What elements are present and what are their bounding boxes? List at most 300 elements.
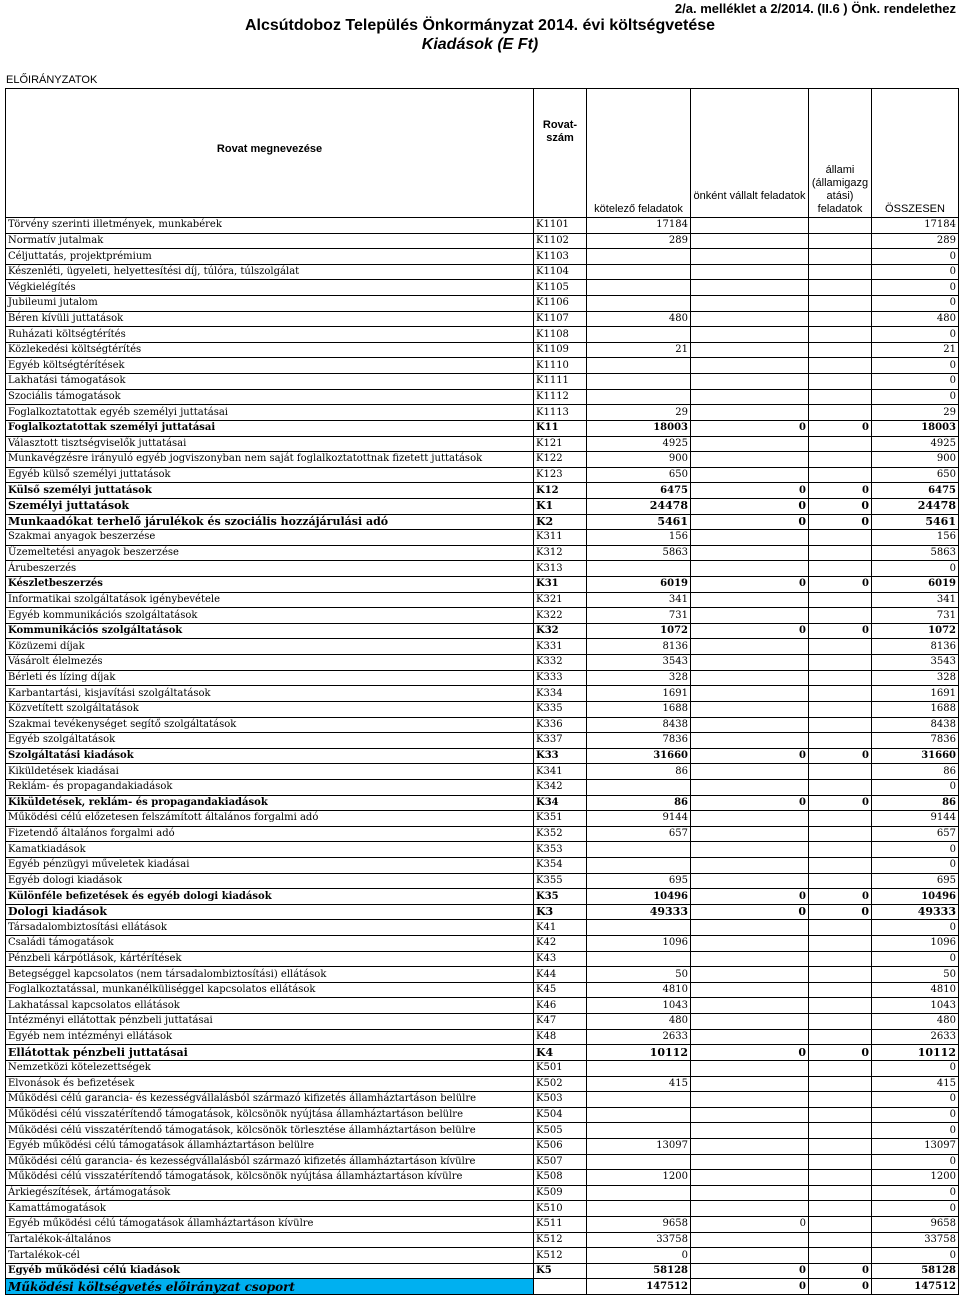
cell-code: K505	[534, 1123, 587, 1139]
cell-voluntary	[691, 452, 809, 468]
column-header-name: Rovat megnevezése	[6, 89, 534, 218]
table-row	[6, 358, 959, 374]
cell-code: K122	[534, 452, 587, 468]
cell-name: Céljuttatás, projektprémium	[6, 249, 534, 265]
cell-name: Készenléti, ügyeleti, helyettesítési díj, túlóra, túlszolgálat	[6, 264, 534, 280]
cell-state	[809, 311, 872, 327]
cell-total: 10496	[872, 889, 959, 905]
cell-state	[809, 670, 872, 686]
cell-state	[809, 764, 872, 780]
cell-state: 0	[809, 483, 872, 499]
cell-mandatory: 415	[587, 1076, 691, 1092]
cell-voluntary	[691, 1185, 809, 1201]
cell-voluntary	[691, 374, 809, 390]
cell-total: 0	[872, 249, 959, 265]
table-row	[6, 561, 959, 577]
cell-mandatory: 156	[587, 530, 691, 546]
cell-code: K4	[534, 1045, 587, 1061]
cell-name: Működési célú visszatérítendő támogatások, kölcsönök nyújtása államháztartáson belülre	[6, 1107, 534, 1123]
cell-code: K1111	[534, 374, 587, 390]
cell-state	[809, 249, 872, 265]
cell-mandatory: 8438	[587, 717, 691, 733]
table-row	[6, 670, 959, 686]
cell-state	[809, 811, 872, 827]
cell-total: 13097	[872, 1138, 959, 1154]
table-row	[6, 1263, 959, 1279]
table-row	[6, 857, 959, 873]
table-row	[6, 436, 959, 452]
cell-name: Egyéb működési célú kiadások	[6, 1263, 534, 1279]
cell-mandatory: 1072	[587, 623, 691, 639]
cell-state	[809, 1201, 872, 1217]
table-row	[6, 1014, 959, 1030]
table-header-row	[6, 89, 959, 218]
table-row	[6, 1170, 959, 1186]
cell-total: 0	[872, 1201, 959, 1217]
cell-total: 5863	[872, 545, 959, 561]
table-row	[6, 296, 959, 312]
cell-voluntary	[691, 264, 809, 280]
cell-code: K11	[534, 420, 587, 436]
cell-voluntary	[691, 639, 809, 655]
cell-mandatory: 900	[587, 452, 691, 468]
cell-state	[809, 1138, 872, 1154]
cell-total: 58128	[872, 1263, 959, 1279]
cell-mandatory: 2633	[587, 1029, 691, 1045]
cell-voluntary	[691, 873, 809, 889]
cell-name: Társadalombiztosítási ellátások	[6, 920, 534, 936]
cell-voluntary	[691, 389, 809, 405]
cell-voluntary	[691, 467, 809, 483]
cell-voluntary	[691, 811, 809, 827]
cell-mandatory	[587, 1107, 691, 1123]
cell-mandatory: 86	[587, 795, 691, 811]
cell-voluntary: 0	[691, 623, 809, 639]
cell-voluntary	[691, 1170, 809, 1186]
cell-total: 0	[872, 779, 959, 795]
cell-total: 0	[872, 561, 959, 577]
cell-state	[809, 608, 872, 624]
cell-voluntary	[691, 296, 809, 312]
cell-code: K507	[534, 1154, 587, 1170]
cell-code: K355	[534, 873, 587, 889]
cell-code: K352	[534, 826, 587, 842]
cell-voluntary: 0	[691, 498, 809, 514]
cell-voluntary	[691, 967, 809, 983]
cell-state	[809, 920, 872, 936]
table-row	[6, 701, 959, 717]
table-row	[6, 1107, 959, 1123]
cell-name: Egyéb működési célú támogatások államháztartáson kívülre	[6, 1217, 534, 1233]
cell-mandatory: 341	[587, 592, 691, 608]
cell-total: 31660	[872, 748, 959, 764]
cell-code	[534, 1279, 587, 1295]
cell-voluntary: 0	[691, 514, 809, 530]
table-row	[6, 374, 959, 390]
cell-name: Egyéb költségtérítések	[6, 358, 534, 374]
cell-name: Szolgáltatási kiadások	[6, 748, 534, 764]
cell-state	[809, 467, 872, 483]
cell-total: 21	[872, 342, 959, 358]
cell-name: Árubeszerzés	[6, 561, 534, 577]
cell-mandatory: 4925	[587, 436, 691, 452]
cell-state: 0	[809, 748, 872, 764]
cell-voluntary	[691, 1248, 809, 1264]
cell-code: K121	[534, 436, 587, 452]
cell-code: K311	[534, 530, 587, 546]
cell-code: K1109	[534, 342, 587, 358]
cell-mandatory: 21	[587, 342, 691, 358]
cell-code: K341	[534, 764, 587, 780]
cell-voluntary	[691, 764, 809, 780]
cell-name: Közvetített szolgáltatások	[6, 701, 534, 717]
table-row	[6, 1279, 959, 1295]
cell-code: K336	[534, 717, 587, 733]
cell-mandatory	[587, 842, 691, 858]
table-row	[6, 873, 959, 889]
cell-code: K504	[534, 1107, 587, 1123]
cell-name: Lakhatási támogatások	[6, 374, 534, 390]
cell-voluntary	[691, 1138, 809, 1154]
cell-state	[809, 1248, 872, 1264]
cell-code: K332	[534, 655, 587, 671]
cell-name: Tartalékok-cél	[6, 1248, 534, 1264]
cell-name: Egyéb pénzügyi műveletek kiadásai	[6, 857, 534, 873]
cell-voluntary	[691, 936, 809, 952]
cell-code: K334	[534, 686, 587, 702]
cell-total: 0	[872, 1248, 959, 1264]
table-row	[6, 733, 959, 749]
cell-name: Működési célú visszatérítendő támogatások, kölcsönök nyújtása államháztartáson kívülre	[6, 1170, 534, 1186]
cell-mandatory: 657	[587, 826, 691, 842]
cell-name: Jubileumi jutalom	[6, 296, 534, 312]
table-row	[6, 686, 959, 702]
cell-mandatory: 147512	[587, 1279, 691, 1295]
cell-code: K342	[534, 779, 587, 795]
cell-name: Foglalkoztatottak egyéb személyi juttatásai	[6, 405, 534, 421]
cell-state	[809, 358, 872, 374]
cell-mandatory	[587, 1092, 691, 1108]
cell-mandatory: 1043	[587, 998, 691, 1014]
cell-mandatory	[587, 249, 691, 265]
cell-code: K1110	[534, 358, 587, 374]
cell-voluntary	[691, 1029, 809, 1045]
cell-name: Személyi juttatások	[6, 498, 534, 514]
cell-voluntary: 0	[691, 748, 809, 764]
cell-state: 0	[809, 577, 872, 593]
cell-name: Külső személyi juttatások	[6, 483, 534, 499]
cell-total: 0	[872, 1154, 959, 1170]
cell-name: Béren kívüli juttatások	[6, 311, 534, 327]
cell-mandatory	[587, 857, 691, 873]
cell-code: K41	[534, 920, 587, 936]
table-row	[6, 233, 959, 249]
cell-total: 6475	[872, 483, 959, 499]
cell-voluntary	[691, 1060, 809, 1076]
cell-mandatory: 5863	[587, 545, 691, 561]
cell-code: K512	[534, 1232, 587, 1248]
cell-state	[809, 655, 872, 671]
table-row	[6, 795, 959, 811]
cell-total: 17184	[872, 218, 959, 234]
cell-code: K5	[534, 1263, 587, 1279]
cell-state	[809, 639, 872, 655]
cell-state	[809, 1154, 872, 1170]
cell-code: K47	[534, 1014, 587, 1030]
cell-code: K32	[534, 623, 587, 639]
cell-code: K35	[534, 889, 587, 905]
cell-name: Különféle befizetések és egyéb dologi kiadások	[6, 889, 534, 905]
cell-total: 86	[872, 764, 959, 780]
table-row	[6, 764, 959, 780]
cell-name: Működési célú garancia- és kezességvállalásból származó kifizetés államháztartáson kívülre	[6, 1154, 534, 1170]
table-row	[6, 467, 959, 483]
cell-total: 50	[872, 967, 959, 983]
cell-total: 0	[872, 1107, 959, 1123]
cell-mandatory: 58128	[587, 1263, 691, 1279]
cell-state: 0	[809, 420, 872, 436]
cell-state	[809, 342, 872, 358]
cell-mandatory: 4810	[587, 982, 691, 998]
cell-mandatory	[587, 358, 691, 374]
cell-code: K331	[534, 639, 587, 655]
cell-name: Közüzemi díjak	[6, 639, 534, 655]
cell-mandatory: 10496	[587, 889, 691, 905]
cell-name: Vásárolt élelmezés	[6, 655, 534, 671]
cell-total: 4925	[872, 436, 959, 452]
cell-mandatory: 8136	[587, 639, 691, 655]
cell-code: K321	[534, 592, 587, 608]
cell-state	[809, 452, 872, 468]
cell-name: Kamatkiadások	[6, 842, 534, 858]
cell-total: 0	[872, 374, 959, 390]
cell-code: K510	[534, 1201, 587, 1217]
cell-mandatory	[587, 920, 691, 936]
cell-mandatory	[587, 280, 691, 296]
cell-voluntary	[691, 545, 809, 561]
table-row	[6, 779, 959, 795]
cell-voluntary: 0	[691, 1263, 809, 1279]
cell-code: K313	[534, 561, 587, 577]
cell-name: Karbantartási, kisjavítási szolgáltatások	[6, 686, 534, 702]
column-header-state: állami (államigazg atási) feladatok	[809, 89, 872, 218]
table-row	[6, 280, 959, 296]
cell-code: K1102	[534, 233, 587, 249]
cell-code: K1	[534, 498, 587, 514]
cell-mandatory: 31660	[587, 748, 691, 764]
cell-code: K44	[534, 967, 587, 983]
cell-state	[809, 233, 872, 249]
decree-reference: 2/a. melléklet a 2/2014. (II.6 ) Önk. rendelethez	[674, 1, 956, 16]
cell-state	[809, 1217, 872, 1233]
cell-name: Fizetendő általános forgalmi adó	[6, 826, 534, 842]
column-header-total: ÖSSZESEN	[872, 89, 959, 218]
cell-voluntary	[691, 1014, 809, 1030]
page-title: Alcsútdoboz Település Önkormányzat 2014. évi költségvetése	[244, 17, 716, 34]
table-row	[6, 655, 959, 671]
cell-total: 0	[872, 358, 959, 374]
cell-voluntary	[691, 1107, 809, 1123]
cell-mandatory: 480	[587, 311, 691, 327]
table-row	[6, 1201, 959, 1217]
table-row	[6, 405, 959, 421]
cell-name: Bérleti és lízing díjak	[6, 670, 534, 686]
cell-state	[809, 592, 872, 608]
cell-code: K43	[534, 951, 587, 967]
cell-total: 147512	[872, 1279, 959, 1295]
cell-name: Működési célú garancia- és kezességvállalásból származó kifizetés államháztartáson belülre	[6, 1092, 534, 1108]
cell-state	[809, 389, 872, 405]
cell-voluntary	[691, 311, 809, 327]
cell-voluntary	[691, 342, 809, 358]
cell-state: 0	[809, 514, 872, 530]
cell-voluntary	[691, 842, 809, 858]
cell-code: K2	[534, 514, 587, 530]
cell-total: 2633	[872, 1029, 959, 1045]
table-row	[6, 498, 959, 514]
cell-voluntary: 0	[691, 1217, 809, 1233]
cell-code: K354	[534, 857, 587, 873]
cell-total: 328	[872, 670, 959, 686]
cell-mandatory: 24478	[587, 498, 691, 514]
table-row	[6, 249, 959, 265]
cell-state	[809, 717, 872, 733]
cell-voluntary	[691, 561, 809, 577]
cell-name: Szakmai anyagok beszerzése	[6, 530, 534, 546]
table-row	[6, 1092, 959, 1108]
cell-name: Egyéb szolgáltatások	[6, 733, 534, 749]
cell-code: K506	[534, 1138, 587, 1154]
cell-total: 0	[872, 842, 959, 858]
cell-total: 695	[872, 873, 959, 889]
cell-voluntary: 0	[691, 904, 809, 920]
cell-state	[809, 701, 872, 717]
cell-code: K509	[534, 1185, 587, 1201]
cell-name: Foglalkoztatással, munkanélküliséggel kapcsolatos ellátások	[6, 982, 534, 998]
column-header-mandatory: kötelező feladatok	[587, 89, 691, 218]
cell-name: Ellátottak pénzbeli juttatásai	[6, 1045, 534, 1061]
cell-state	[809, 1232, 872, 1248]
cell-code: K501	[534, 1060, 587, 1076]
cell-total: 1096	[872, 936, 959, 952]
cell-name: Kiküldetések kiadásai	[6, 764, 534, 780]
cell-voluntary	[691, 655, 809, 671]
cell-code: K1107	[534, 311, 587, 327]
cell-total: 18003	[872, 420, 959, 436]
cell-voluntary	[691, 998, 809, 1014]
table-row	[6, 920, 959, 936]
cell-total: 0	[872, 327, 959, 343]
table-row	[6, 1232, 959, 1248]
cell-state: 0	[809, 1263, 872, 1279]
cell-voluntary	[691, 592, 809, 608]
cell-state	[809, 733, 872, 749]
cell-total: 9658	[872, 1217, 959, 1233]
cell-code: K1112	[534, 389, 587, 405]
cell-state	[809, 936, 872, 952]
cell-mandatory: 17184	[587, 218, 691, 234]
cell-state: 0	[809, 795, 872, 811]
cell-code: K1113	[534, 405, 587, 421]
cell-name: Közlekedési költségtérítés	[6, 342, 534, 358]
cell-mandatory: 29	[587, 405, 691, 421]
cell-code: K333	[534, 670, 587, 686]
cell-code: K351	[534, 811, 587, 827]
cell-state: 0	[809, 1045, 872, 1061]
table-row	[6, 1185, 959, 1201]
cell-voluntary	[691, 1076, 809, 1092]
table-row	[6, 530, 959, 546]
cell-mandatory	[587, 561, 691, 577]
cell-voluntary	[691, 405, 809, 421]
cell-state	[809, 280, 872, 296]
cell-mandatory: 328	[587, 670, 691, 686]
table-row	[6, 483, 959, 499]
cell-code: K1106	[534, 296, 587, 312]
cell-state	[809, 842, 872, 858]
table-row	[6, 623, 959, 639]
cell-code: K335	[534, 701, 587, 717]
table-row	[6, 311, 959, 327]
cell-voluntary	[691, 1232, 809, 1248]
cell-total: 6019	[872, 577, 959, 593]
cell-state: 0	[809, 1279, 872, 1295]
table-row	[6, 1248, 959, 1264]
table-row	[6, 826, 959, 842]
column-header-voluntary: önként vállalt feladatok	[691, 89, 809, 218]
cell-voluntary	[691, 436, 809, 452]
cell-voluntary	[691, 1123, 809, 1139]
cell-state: 0	[809, 498, 872, 514]
cell-name: Ruházati költségtérítés	[6, 327, 534, 343]
cell-code: K312	[534, 545, 587, 561]
cell-code: K31	[534, 577, 587, 593]
cell-total: 0	[872, 920, 959, 936]
cell-code: K42	[534, 936, 587, 952]
page-subtitle: Kiadások (E Ft)	[421, 36, 539, 53]
cell-code: K1104	[534, 264, 587, 280]
cell-mandatory	[587, 1185, 691, 1201]
cell-state	[809, 405, 872, 421]
cell-voluntary	[691, 1092, 809, 1108]
cell-voluntary	[691, 857, 809, 873]
cell-voluntary	[691, 701, 809, 717]
cell-state	[809, 436, 872, 452]
table-row	[6, 889, 959, 905]
cell-voluntary	[691, 327, 809, 343]
cell-mandatory: 10112	[587, 1045, 691, 1061]
cell-voluntary	[691, 670, 809, 686]
cell-name: Kiküldetések, reklám- és propagandakiadások	[6, 795, 534, 811]
cell-voluntary: 0	[691, 795, 809, 811]
cell-name: Normatív jutalmak	[6, 233, 534, 249]
cell-mandatory	[587, 951, 691, 967]
cell-total: 900	[872, 452, 959, 468]
cell-name: Kommunikációs szolgáltatások	[6, 623, 534, 639]
cell-voluntary	[691, 733, 809, 749]
cell-name: Működési célú visszatérítendő támogatások, kölcsönök törlesztése államháztartáson belülre	[6, 1123, 534, 1139]
cell-name: Foglalkoztatottak személyi juttatásai	[6, 420, 534, 436]
cell-total: 1200	[872, 1170, 959, 1186]
table-row	[6, 936, 959, 952]
cell-mandatory: 6475	[587, 483, 691, 499]
table-row	[6, 1076, 959, 1092]
cell-total: 0	[872, 951, 959, 967]
cell-voluntary	[691, 920, 809, 936]
cell-code: K511	[534, 1217, 587, 1233]
cell-total: 1691	[872, 686, 959, 702]
cell-name: Választott tisztségviselők juttatásai	[6, 436, 534, 452]
